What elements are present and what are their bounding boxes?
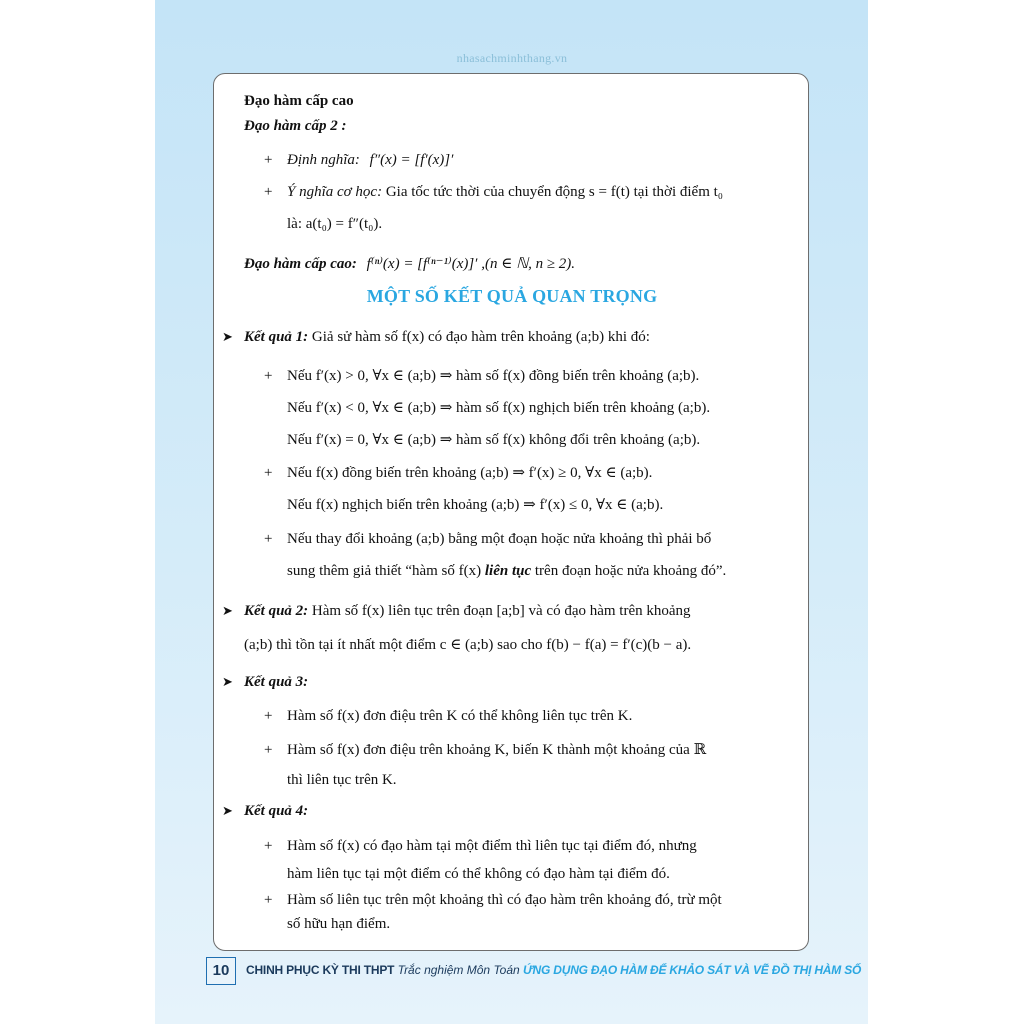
result-1-line-3: Nếu f′(x) = 0, ∀x ∈ (a;b) ⇒ hàm số f(x) không đổi trên khoảng (a;b).	[287, 432, 701, 448]
arrow-bullet-icon: ➤	[222, 803, 233, 818]
plus-bullet: +	[264, 465, 273, 481]
result-2-label: Kết quả 2:	[244, 603, 309, 619]
arrow-bullet-icon: ➤	[222, 603, 233, 618]
result-4-line-3: Hàm số liên tục trên một khoảng thì có đạo hàm trên khoảng đó, trừ một	[287, 892, 722, 908]
result-3-line-3: thì liên tục trên K.	[287, 772, 397, 788]
result-1-intro	[244, 327, 650, 347]
definition-line	[287, 150, 453, 170]
meaning-text-2: là: a(t₀) = f″(t₀).	[287, 216, 383, 232]
result-2-line-1	[244, 601, 691, 621]
result-1-line-2: Nếu f′(x) < 0, ∀x ∈ (a;b) ⇒ hàm số f(x) nghịch biến trên khoảng (a;b).	[287, 400, 711, 416]
plus-bullet: +	[264, 184, 273, 200]
result-3-line-2: Hàm số f(x) đơn điệu trên khoảng K, biến K thành một khoảng của ℝ	[287, 742, 707, 758]
meaning-line	[287, 182, 723, 202]
result-1-line-5: Nếu f(x) nghịch biến trên khoảng (a;b) ⇒ f′(x) ≤ 0, ∀x ∈ (a;b).	[287, 497, 664, 513]
page-number: 10	[206, 957, 236, 985]
footer-subject: Trắc nghiệm Môn Toán	[397, 963, 520, 977]
higher-derivative-line	[244, 254, 575, 274]
result-1-text: Giả sử hàm số f(x) có đạo hàm trên khoảng (a;b) khi đó:	[311, 329, 650, 345]
plus-bullet: +	[264, 838, 273, 854]
plus-bullet: +	[264, 742, 273, 758]
result-2-line-2: (a;b) thì tồn tại ít nhất một điểm c ∈ (a;b) sao cho f(b) − f(a) = f′(c)(b − a).	[244, 637, 692, 653]
result-3-line-1: Hàm số f(x) đơn điệu trên K có thể không liên tục trên K.	[287, 708, 633, 724]
plus-bullet: +	[264, 368, 273, 384]
meaning-label: Ý nghĩa cơ học:	[287, 184, 383, 200]
result-4-line-1: Hàm số f(x) có đạo hàm tại một điểm thì liên tục tại điểm đó, nhưng	[287, 838, 697, 854]
result-1-line-7c: trên đoạn hoặc nửa khoảng đó”.	[531, 563, 727, 579]
definition-formula: f″(x) = [f′(x)]′	[369, 152, 454, 168]
result-2-text: Hàm số f(x) liên tục trên đoạn [a;b] và có đạo hàm trên khoảng	[311, 603, 691, 619]
result-1-label: Kết quả 1:	[244, 329, 309, 345]
plus-bullet: +	[264, 892, 273, 908]
plus-bullet: +	[264, 708, 273, 724]
section-title: Đạo hàm cấp cao	[244, 93, 354, 109]
result-1-line-1: Nếu f′(x) > 0, ∀x ∈ (a;b) ⇒ hàm số f(x) đồng biến trên khoảng (a;b).	[287, 368, 700, 384]
result-4-label: Kết quả 4:	[244, 803, 309, 819]
plus-bullet: +	[264, 531, 273, 547]
footer-book-title: ỨNG DỤNG ĐẠO HÀM ĐỂ KHẢO SÁT VÀ VẼ ĐỒ THỊ HÀM SỐ	[523, 963, 862, 977]
result-4-line-4: số hữu hạn điểm.	[287, 916, 391, 932]
arrow-bullet-icon: ➤	[222, 674, 233, 689]
result-4-line-2: hàm liên tục tại một điểm có thể không có đạo hàm tại điểm đó.	[287, 866, 670, 882]
meaning-text: Gia tốc tức thời của chuyển động s = f(t) tại thời điểm t₀	[385, 184, 724, 200]
result-1-line-7b: liên tục	[484, 563, 532, 579]
footer-title	[246, 962, 861, 978]
result-1-line-7a: sung thêm giả thiết “hàm số f(x)	[287, 563, 485, 579]
arrow-bullet-icon: ➤	[222, 329, 233, 344]
watermark: nhasachminhthang.vn	[456, 51, 568, 65]
footer-series: CHINH PHỤC KỲ THI THPT	[246, 963, 395, 977]
subsection-title: Đạo hàm cấp 2 :	[244, 118, 347, 134]
result-1-line-6: Nếu thay đổi khoảng (a;b) bằng một đoạn hoặc nửa khoảng thì phải bổ	[287, 531, 712, 547]
result-3-label: Kết quả 3:	[244, 674, 309, 690]
result-1-line-7	[287, 561, 726, 581]
higher-derivative-label: Đạo hàm cấp cao:	[244, 256, 357, 272]
plus-bullet: +	[264, 152, 273, 168]
higher-derivative-formula: f⁽ⁿ⁾(x) = [f⁽ⁿ⁻¹⁾(x)]′ ,(n ∈ ℕ, n ≥ 2).	[366, 256, 576, 272]
result-1-line-4: Nếu f(x) đồng biến trên khoảng (a;b) ⇒ f′(x) ≥ 0, ∀x ∈ (a;b).	[287, 465, 653, 481]
section-heading: MỘT SỐ KẾT QUẢ QUAN TRỌNG	[366, 286, 658, 306]
definition-label: Định nghĩa:	[287, 152, 360, 168]
